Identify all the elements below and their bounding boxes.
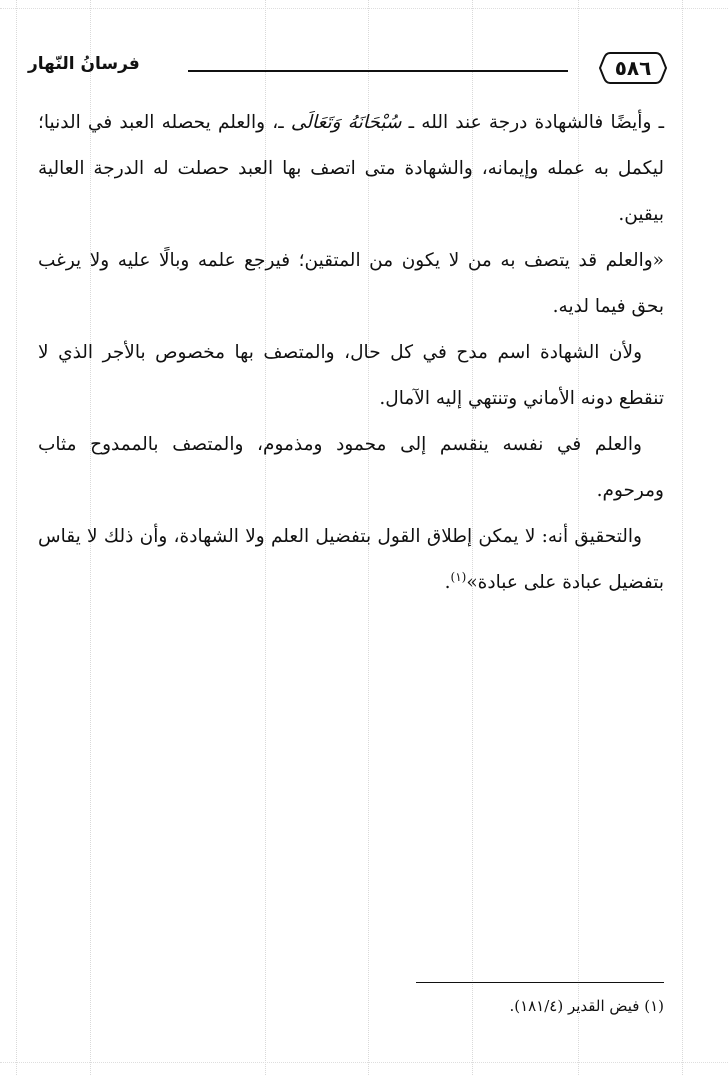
scan-guide-line xyxy=(16,0,17,1075)
footnote-separator xyxy=(416,982,664,983)
scan-guide-line xyxy=(682,0,683,1075)
page-header xyxy=(28,50,668,90)
honorific-phrase: سُبْحَانَهُ وَتَعَالَى xyxy=(290,112,402,133)
footnote-reference[interactable]: (١) xyxy=(450,569,467,584)
scan-guide-line xyxy=(0,8,728,9)
main-text xyxy=(38,100,664,606)
paragraph: ولأن الشهادة اسم مدح في كل حال، والمتصف بها مخصوص بالأجر الذي لا تنقطع دونه الأماني وتنتهي إليه الآمال. xyxy=(38,342,664,409)
paragraph-text: والتحقيق أنه: لا يمكن إطلاق القول بتفضيل العلم ولا الشهادة، وأن ذلك لا يقاس بتفضيل عبادة على عبادة» xyxy=(38,526,664,593)
scan-guide-line xyxy=(0,1062,728,1063)
paragraph-end: . xyxy=(444,572,451,593)
running-title: فرسانُ النّهار xyxy=(28,54,140,74)
paragraph xyxy=(38,514,664,606)
paragraph: «والعلم قد يتصف به من لا يكون من المتقين؛ فيرجع علمه وبالًا عليه ولا يرغب بحق فيما لديه. xyxy=(38,250,664,317)
page-number-frame xyxy=(598,50,668,86)
paragraph-text: ـ، والعلم يحصله العبد في الدنيا؛ ليكمل به عمله وإيمانه، والشهادة متى اتصف بها العبد حصلت له الدرجة العالية بيقين. xyxy=(38,112,664,225)
header-rule xyxy=(188,70,568,72)
page-number: ٥٨٦ xyxy=(614,56,652,80)
paragraph-text: ـ وأيضًا فالشهادة درجة عند الله ـ xyxy=(401,112,664,133)
footnote: (١) فيض القدير (١٨١/٤). xyxy=(509,997,664,1015)
paragraph: والعلم في نفسه ينقسم إلى محمود ومذموم، والمتصف بالممدوح مثاب ومرحوم. xyxy=(38,434,664,501)
paragraph xyxy=(38,100,664,238)
